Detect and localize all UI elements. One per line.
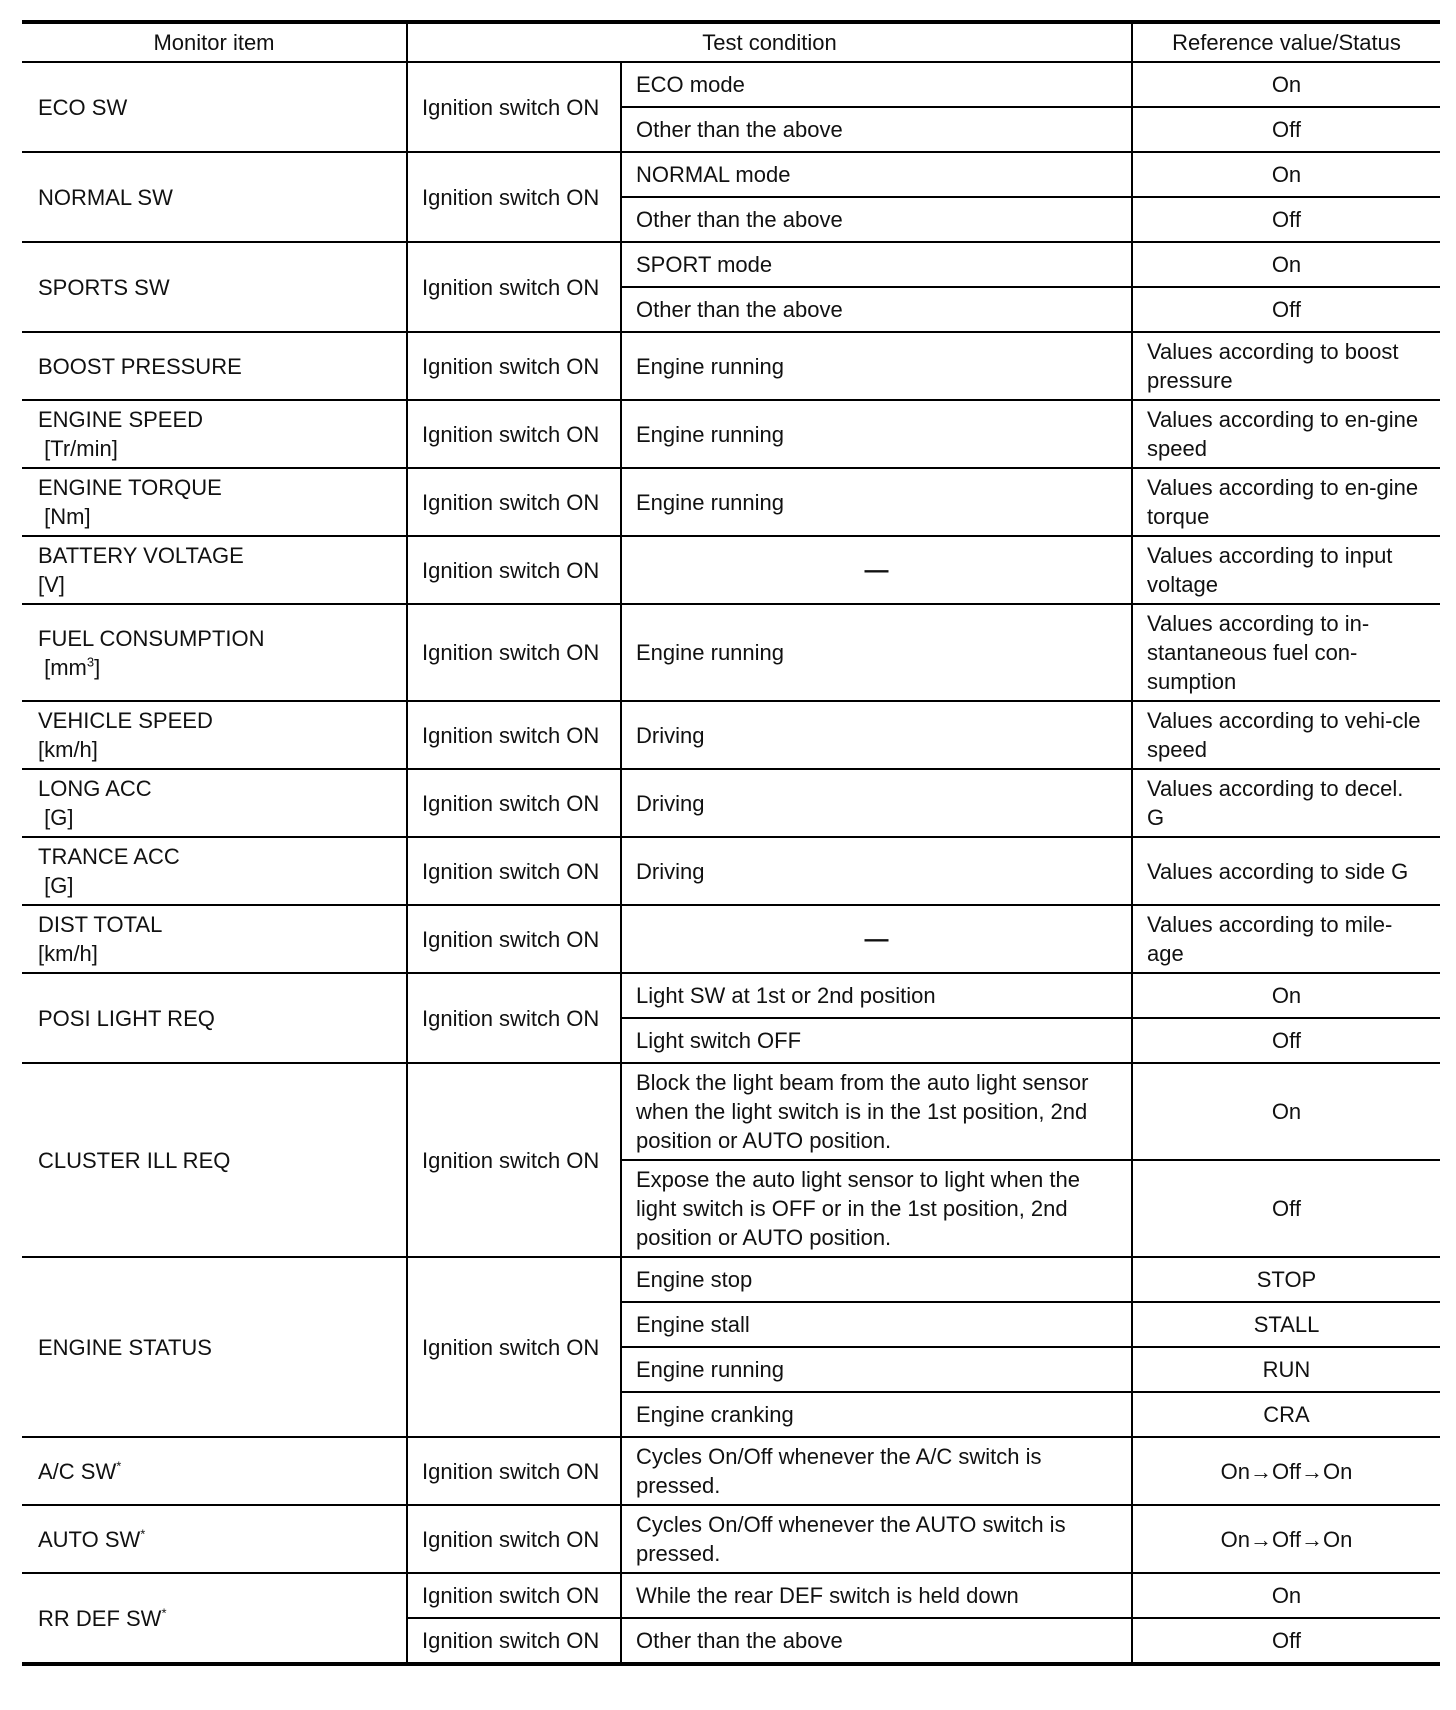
condition-cell: SPORT mode: [621, 242, 1132, 287]
monitor-item-cell: [22, 837, 407, 905]
item-unit: [Nm]: [38, 504, 91, 529]
item-label: TRANCE ACC: [38, 844, 180, 869]
item-unit: [km/h]: [38, 737, 98, 762]
monitor-item-cell: SPORTS SW: [22, 242, 407, 332]
ignition-cell: Ignition switch ON: [407, 905, 621, 973]
reference-cell: Off: [1132, 1618, 1440, 1664]
data-monitor-table: [22, 20, 1440, 1666]
ignition-cell: Ignition switch ON: [407, 973, 621, 1063]
condition-cell: Block the light beam from the auto light sensor when the light switch is in the 1st position, 2nd position or AUTO position.: [621, 1063, 1132, 1160]
unit-superscript: 3: [86, 654, 95, 670]
monitor-item-cell: ENGINE STATUS: [22, 1257, 407, 1437]
condition-cell: Driving: [621, 769, 1132, 837]
table-row-cluster-ill-req: [22, 1063, 1440, 1160]
reference-cell: Values according to in-stantaneous fuel con-sumption: [1132, 604, 1440, 701]
reference-cell: Values according to input voltage: [1132, 536, 1440, 604]
monitor-item-cell: [22, 468, 407, 536]
empty-condition-dash: —: [621, 536, 1132, 604]
table-row-sports-sw: [22, 242, 1440, 287]
ignition-cell: Ignition switch ON: [407, 1257, 621, 1437]
monitor-item-cell: [22, 905, 407, 973]
footnote-mark: *: [116, 1458, 122, 1474]
table-row-engine-status: [22, 1257, 1440, 1302]
reference-cell: On→Off→On: [1132, 1505, 1440, 1573]
table-row-fuel-consumption: [22, 604, 1440, 701]
item-unit: [Tr/min]: [38, 436, 118, 461]
condition-cell: Expose the auto light sensor to light when the light switch is OFF or in the 1st position, 2nd position or AUTO position.: [621, 1160, 1132, 1257]
ignition-cell: Ignition switch ON: [407, 242, 621, 332]
monitor-table-container: [22, 20, 1440, 1666]
monitor-item-cell: BOOST PRESSURE: [22, 332, 407, 400]
condition-cell: Cycles On/Off whenever the A/C switch is pressed.: [621, 1437, 1132, 1505]
item-label: LONG ACC: [38, 776, 152, 801]
condition-cell: Driving: [621, 837, 1132, 905]
reference-cell: Values according to decel. G: [1132, 769, 1440, 837]
condition-cell: Engine running: [621, 400, 1132, 468]
condition-cell: Other than the above: [621, 107, 1132, 152]
reference-cell: Values according to en-gine speed: [1132, 400, 1440, 468]
reference-cell: On: [1132, 973, 1440, 1018]
condition-cell: Light SW at 1st or 2nd position: [621, 973, 1132, 1018]
ignition-cell: Ignition switch ON: [407, 1437, 621, 1505]
ignition-cell: Ignition switch ON: [407, 152, 621, 242]
ignition-cell: Ignition switch ON: [407, 1505, 621, 1573]
condition-cell: While the rear DEF switch is held down: [621, 1573, 1132, 1618]
empty-condition-dash: —: [621, 905, 1132, 973]
item-label: A/C SW: [38, 1458, 117, 1484]
reference-cell: Values according to vehi-cle speed: [1132, 701, 1440, 769]
reference-cell: STOP: [1132, 1257, 1440, 1302]
ignition-cell: Ignition switch ON: [407, 1063, 621, 1257]
monitor-item-cell: [22, 604, 407, 701]
reference-cell: Off: [1132, 1160, 1440, 1257]
reference-cell: Values according to boost pressure: [1132, 332, 1440, 400]
item-label: AUTO SW: [38, 1526, 141, 1552]
header-test-condition: Test condition: [407, 22, 1132, 62]
unit-close: ]: [94, 654, 101, 680]
table-row-vehicle-speed: [22, 701, 1440, 769]
table-row-long-acc: [22, 769, 1440, 837]
item-label: DIST TOTAL: [38, 912, 163, 937]
monitor-item-cell: NORMAL SW: [22, 152, 407, 242]
condition-cell: Engine running: [621, 604, 1132, 701]
ignition-cell: Ignition switch ON: [407, 1573, 621, 1618]
monitor-item-cell: [22, 769, 407, 837]
ignition-cell: Ignition switch ON: [407, 468, 621, 536]
condition-cell: Engine stop: [621, 1257, 1132, 1302]
condition-cell: Engine stall: [621, 1302, 1132, 1347]
item-label: ENGINE SPEED: [38, 407, 204, 432]
ignition-cell: Ignition switch ON: [407, 837, 621, 905]
ignition-cell: Ignition switch ON: [407, 701, 621, 769]
ignition-cell: Ignition switch ON: [407, 62, 621, 152]
reference-cell: Values according to mile-age: [1132, 905, 1440, 973]
ignition-cell: Ignition switch ON: [407, 1618, 621, 1664]
item-label: FUEL CONSUMPTION: [38, 625, 265, 651]
reference-cell: RUN: [1132, 1347, 1440, 1392]
header-reference-value: Reference value/Status: [1132, 22, 1440, 62]
condition-cell: Engine running: [621, 332, 1132, 400]
reference-cell: On: [1132, 1063, 1440, 1160]
ignition-cell: Ignition switch ON: [407, 332, 621, 400]
item-unit: [G]: [38, 805, 74, 830]
monitor-item-cell: ECO SW: [22, 62, 407, 152]
table-row-auto-sw: [22, 1505, 1440, 1573]
table-row-eco-sw: [22, 62, 1440, 107]
condition-cell: Other than the above: [621, 287, 1132, 332]
item-unit: [38, 653, 392, 682]
monitor-item-cell: [22, 400, 407, 468]
header-monitor-item: Monitor item: [22, 22, 407, 62]
condition-cell: Engine running: [621, 468, 1132, 536]
condition-cell: ECO mode: [621, 62, 1132, 107]
reference-cell: Values according to en-gine torque: [1132, 468, 1440, 536]
item-unit: [km/h]: [38, 941, 98, 966]
footnote-mark: *: [161, 1605, 167, 1621]
condition-cell: Engine running: [621, 1347, 1132, 1392]
condition-cell: Engine cranking: [621, 1392, 1132, 1437]
condition-cell: Driving: [621, 701, 1132, 769]
ignition-cell: Ignition switch ON: [407, 769, 621, 837]
item-label: ENGINE TORQUE: [38, 475, 222, 500]
reference-cell: Off: [1132, 287, 1440, 332]
condition-cell: Light switch OFF: [621, 1018, 1132, 1063]
reference-cell: On→Off→On: [1132, 1437, 1440, 1505]
unit-text: [mm: [38, 654, 87, 680]
table-row-rr-def-sw: [22, 1573, 1440, 1618]
reference-cell: Values according to side G: [1132, 837, 1440, 905]
condition-cell: Other than the above: [621, 1618, 1132, 1664]
table-row-battery-voltage: [22, 536, 1440, 604]
footnote-mark: *: [140, 1526, 146, 1542]
table-header-row: [22, 22, 1440, 62]
monitor-item-cell: POSI LIGHT REQ: [22, 973, 407, 1063]
table-row-dist-total: [22, 905, 1440, 973]
reference-cell: On: [1132, 1573, 1440, 1618]
ignition-cell: Ignition switch ON: [407, 400, 621, 468]
table-row-ac-sw: [22, 1437, 1440, 1505]
reference-cell: On: [1132, 62, 1440, 107]
item-label: RR DEF SW: [38, 1605, 162, 1631]
table-row-engine-torque: [22, 468, 1440, 536]
item-label: VEHICLE SPEED: [38, 708, 213, 733]
reference-cell: Off: [1132, 197, 1440, 242]
table-row-boost-pressure: [22, 332, 1440, 400]
monitor-item-cell: [22, 1573, 407, 1664]
reference-cell: CRA: [1132, 1392, 1440, 1437]
condition-cell: Cycles On/Off whenever the AUTO switch is pressed.: [621, 1505, 1132, 1573]
table-row-posi-light-req: [22, 973, 1440, 1018]
table-row-engine-speed: [22, 400, 1440, 468]
item-label: BATTERY VOLTAGE: [38, 543, 244, 568]
reference-cell: Off: [1132, 107, 1440, 152]
condition-cell: Other than the above: [621, 197, 1132, 242]
item-unit: [V]: [38, 572, 65, 597]
monitor-item-cell: CLUSTER ILL REQ: [22, 1063, 407, 1257]
ignition-cell: Ignition switch ON: [407, 604, 621, 701]
item-unit: [G]: [38, 873, 74, 898]
ignition-cell: Ignition switch ON: [407, 536, 621, 604]
condition-cell: NORMAL mode: [621, 152, 1132, 197]
table-row-trance-acc: [22, 837, 1440, 905]
monitor-item-cell: [22, 1505, 407, 1573]
reference-cell: STALL: [1132, 1302, 1440, 1347]
reference-cell: Off: [1132, 1018, 1440, 1063]
monitor-item-cell: [22, 536, 407, 604]
table-row-normal-sw: [22, 152, 1440, 197]
reference-cell: On: [1132, 242, 1440, 287]
monitor-item-cell: [22, 1437, 407, 1505]
monitor-item-cell: [22, 701, 407, 769]
reference-cell: On: [1132, 152, 1440, 197]
